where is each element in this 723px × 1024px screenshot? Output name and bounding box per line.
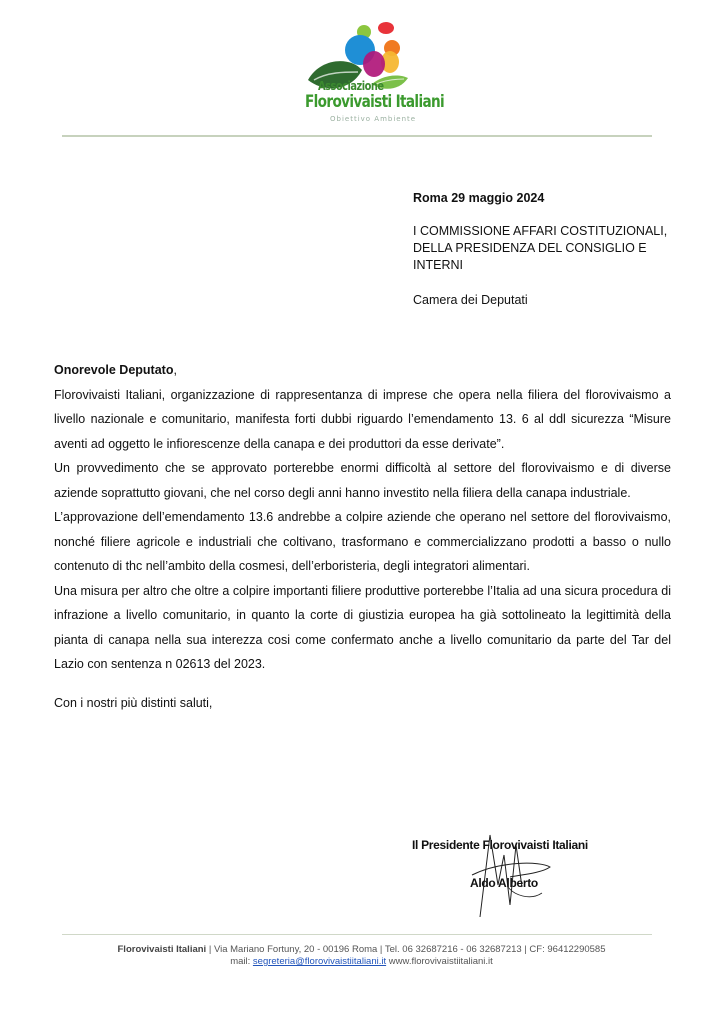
- commission-address: [413, 223, 703, 274]
- logo-text-line2: Florovivaisti Italiani: [305, 92, 445, 112]
- letter-date: Roma 29 maggio 2024: [413, 191, 545, 205]
- footer-divider: [62, 934, 652, 935]
- footer-line-2: [0, 956, 723, 968]
- paragraph: Florovivaisti Italiani, organizzazione di rappresentanza di imprese che opera nella filiera del florovivaismo a livello nazionale e comunitario, manifesta forti dubbi riguardo l’emendamento 13. 6 al ddl sicurezza “Misure aventi ad oggetto le infiorescenze della canapa e dei produttori da esse derivate”.: [54, 387, 671, 451]
- paragraph: Un provvedimento che se approvato porterebbe enormi difficoltà al settore del florovivaismo e di diverse aziende soprattutto giovani, che nel corso degli anni hanno investito nella filiera della canapa industriale.: [54, 461, 671, 500]
- header-divider: [62, 135, 652, 137]
- footer-org-name: Florovivaisti Italiani: [117, 944, 207, 955]
- paragraph: Una misura per altro che oltre a colpire importanti filiere produttive porterebbe l’Italia ad una sicura procedura di infrazione a livello comunitario, in quanto la corte di giustizia europea ha già sottolineato la legittimità della pianta di canapa nella sua interezza cosi come confermato anche a livello comunitario da parte del Tar del Lazio con sentenza n 02613 del 2023.: [54, 583, 671, 671]
- logo-text-line1: Associazione: [318, 79, 384, 93]
- commission-line: I COMMISSIONE AFFARI COSTITUZIONALI,: [413, 224, 668, 238]
- footer-line-1: [0, 944, 723, 956]
- letter-body: [54, 358, 671, 715]
- logo-dot-red: [378, 22, 394, 34]
- greeting-line: [54, 358, 671, 383]
- commission-line: INTERNI: [413, 258, 463, 272]
- signer-name: Aldo Alberto: [470, 876, 538, 890]
- closing-line: Con i nostri più distinti saluti,: [54, 695, 213, 710]
- signer-role: Il Presidente Florovivaisti Italiani: [412, 838, 588, 852]
- greeting: Onorevole Deputato: [54, 363, 174, 377]
- footer-mail-label: mail:: [230, 956, 253, 967]
- logo-dot-magenta: [363, 51, 385, 77]
- recipient-block: [413, 190, 703, 309]
- greeting-punctuation: ,: [173, 363, 177, 377]
- paragraph: L’approvazione dell’emendamento 13.6 andrebbe a colpire aziende che operano nel settore del florovivaismo, nonché filiere agricole e industriali che coltivano, trasformano e commercializzano prodotti a basso o nullo contenuto di thc nell’ambito della cosmesi, dell’erboristeria, degli integratori alimentari.: [54, 510, 671, 573]
- footer: [0, 944, 723, 968]
- chamber-name: Camera dei Deputati: [413, 293, 528, 307]
- footer-email-link[interactable]: segreteria@florovivaistiitaliani.it: [252, 956, 387, 967]
- footer-details: | Via Mariano Fortuny, 20 - 00196 Roma | Tel. 06 32687216 - 06 32687213 | CF: 96412290585: [206, 944, 606, 955]
- signature-block: [412, 838, 632, 890]
- logo-tagline: Obiettivo Ambiente: [330, 115, 417, 123]
- commission-line: DELLA PRESIDENZA DEL CONSIGLIO E: [413, 241, 647, 255]
- footer-website: www.florovivaistiitaliani.it: [386, 956, 493, 967]
